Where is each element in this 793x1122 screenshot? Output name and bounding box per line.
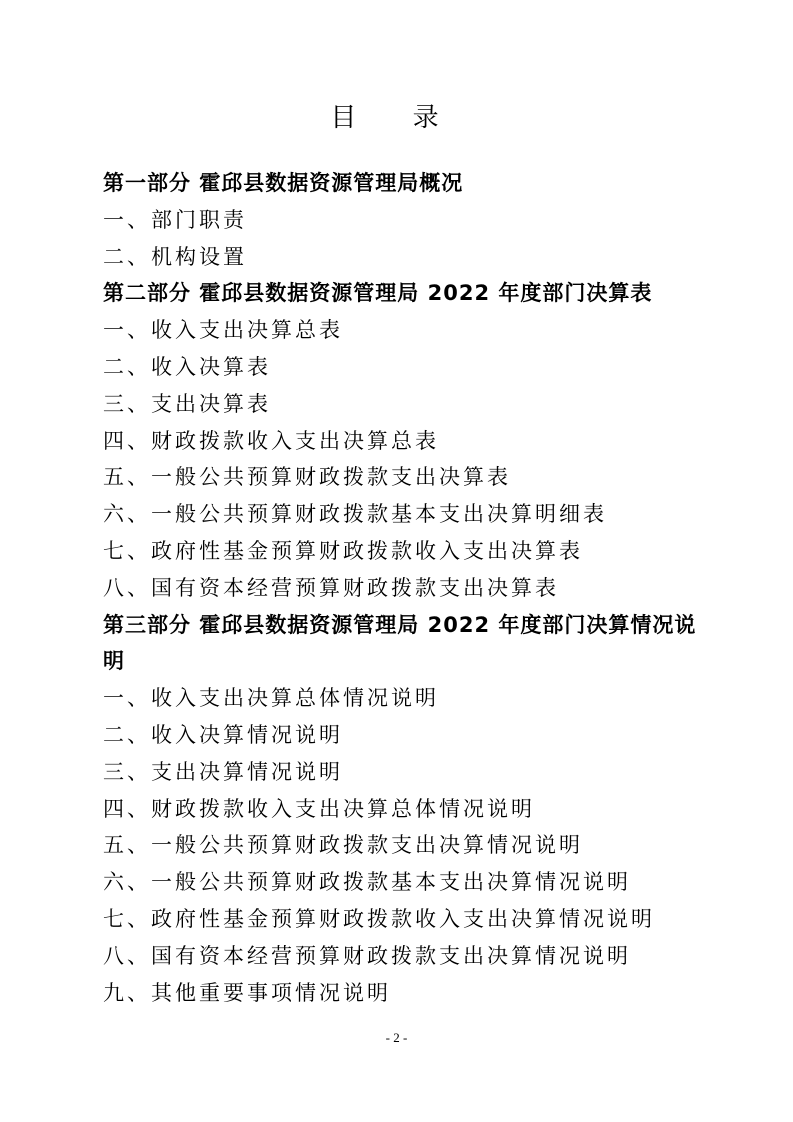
- toc-item[interactable]: 七、政府性基金预算财政拨款收入支出决算情况说明: [103, 906, 655, 931]
- toc-part-heading[interactable]: 第三部分 霍邱县数据资源管理局 2022 年度部门决算情况说明: [103, 612, 697, 674]
- toc-part-heading[interactable]: 第一部分 霍邱县数据资源管理局概况: [103, 171, 464, 195]
- toc-item[interactable]: 五、一般公共预算财政拨款支出决算表: [103, 465, 511, 490]
- toc-item[interactable]: 四、财政拨款收入支出决算总表: [103, 428, 439, 453]
- toc-item[interactable]: 一、收入支出决算总体情况说明: [103, 686, 439, 711]
- toc-item[interactable]: 二、收入决算表: [103, 354, 271, 379]
- toc-part-heading[interactable]: 第二部分 霍邱县数据资源管理局 2022 年度部门决算表: [103, 281, 653, 306]
- toc-item[interactable]: 一、收入支出决算总表: [103, 318, 343, 343]
- toc-item[interactable]: 六、一般公共预算财政拨款基本支出决算情况说明: [103, 870, 631, 895]
- toc-item[interactable]: 三、支出决算表: [103, 391, 271, 416]
- toc-item[interactable]: 三、支出决算情况说明: [103, 759, 343, 784]
- toc-item[interactable]: 九、其他重要事项情况说明: [103, 980, 391, 1005]
- toc-item[interactable]: 五、一般公共预算财政拨款支出决算情况说明: [103, 833, 583, 858]
- toc-item[interactable]: 一、部门职责: [103, 207, 247, 232]
- page-number: - 2 -: [385, 1030, 408, 1045]
- toc-item[interactable]: 八、国有资本经营预算财政拨款支出决算情况说明: [103, 943, 631, 968]
- toc-item[interactable]: 七、政府性基金预算财政拨款收入支出决算表: [103, 538, 583, 563]
- table-of-contents: [103, 165, 715, 1011]
- toc-item[interactable]: 二、收入决算情况说明: [103, 722, 343, 747]
- toc-item[interactable]: 四、财政拨款收入支出决算总体情况说明: [103, 796, 535, 821]
- toc-item[interactable]: 六、一般公共预算财政拨款基本支出决算明细表: [103, 502, 607, 527]
- toc-item[interactable]: 八、国有资本经营预算财政拨款支出决算表: [103, 575, 559, 600]
- toc-item[interactable]: 二、机构设置: [103, 244, 247, 269]
- page-title: 目 录: [330, 103, 463, 133]
